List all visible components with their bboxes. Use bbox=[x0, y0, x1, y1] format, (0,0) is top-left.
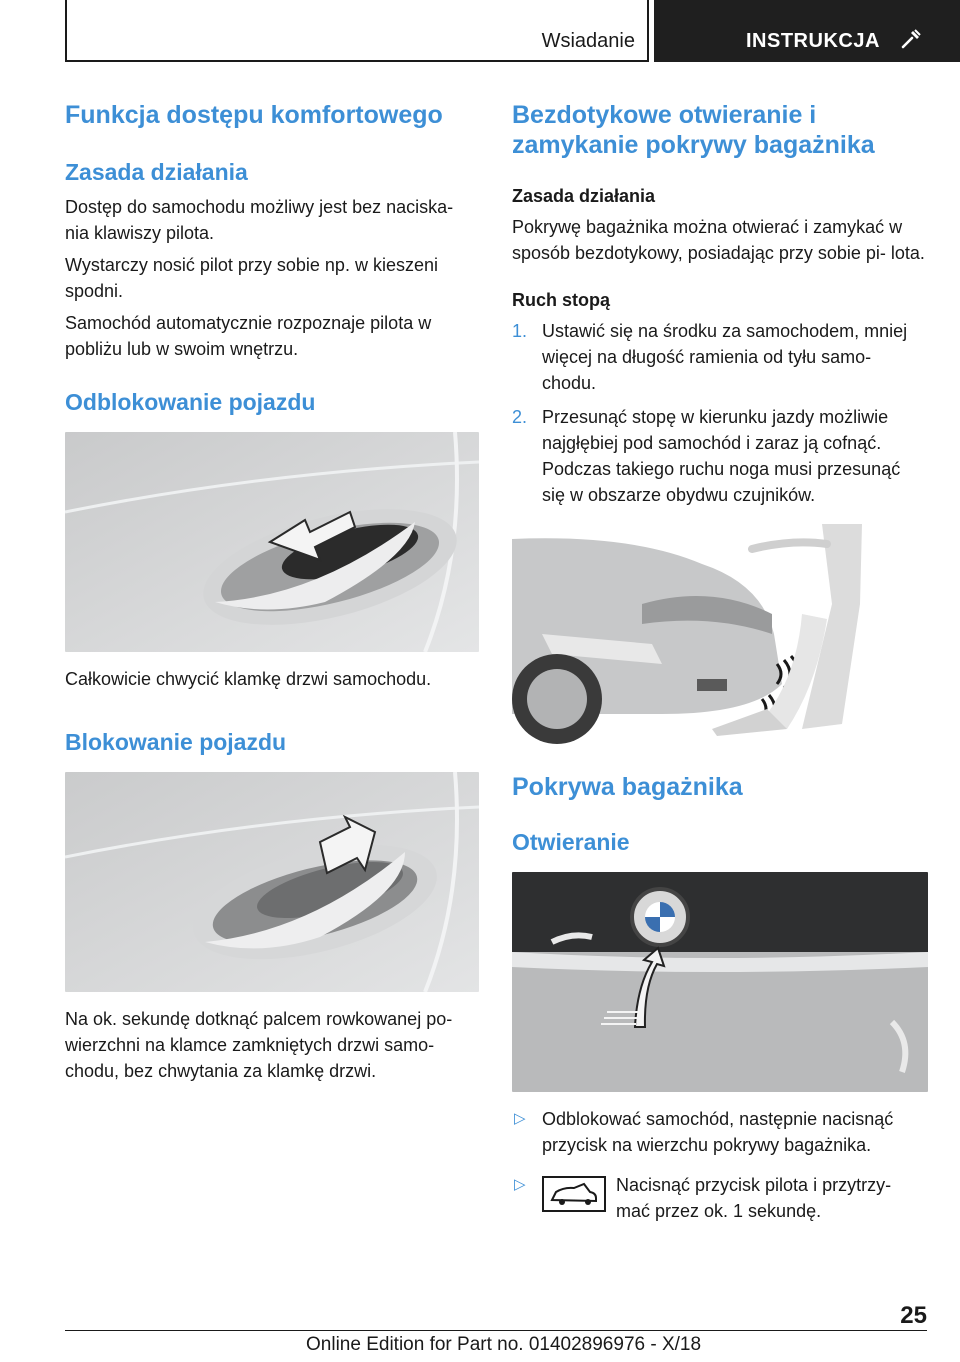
list-item bbox=[512, 318, 928, 396]
subheading-lock: Blokowanie pojazdu bbox=[65, 729, 287, 755]
left-column bbox=[65, 100, 479, 1084]
bullet-text: Odblokować samochód, następnie nacisnąć przycisk na wierzchu pokrywy bagażnika. bbox=[542, 1109, 894, 1155]
list-item bbox=[512, 1106, 928, 1158]
step-number: 1. bbox=[512, 321, 528, 341]
chapter-tab bbox=[654, 0, 960, 62]
remote-trunk-button-icon bbox=[542, 1176, 606, 1212]
subheading-principle: Zasada działania bbox=[65, 159, 248, 185]
bullet-text: Nacisnąć przycisk pilota i przytrzy‐ mać przez ok. 1 sekundę. bbox=[616, 1175, 892, 1221]
section-tab bbox=[65, 0, 649, 62]
paragraph: Wystarczy nosić pilot przy sobie np. w kieszeni spodni. bbox=[65, 255, 438, 301]
paragraph: Samochód automatycznie rozpoznaje pilota w pobliżu lub w swoim wnętrzu. bbox=[65, 313, 432, 359]
foot-gesture-car-image bbox=[512, 524, 864, 744]
right-column bbox=[512, 100, 928, 1232]
section-title: Wsiadanie bbox=[541, 30, 635, 52]
page-header bbox=[0, 0, 960, 66]
edition-note: Online Edition for Part no. 01402896976 - X/18 bbox=[306, 1334, 702, 1355]
subheading-unlock: Odblokowanie pojazdu bbox=[65, 389, 316, 415]
page-number: 25 bbox=[900, 1302, 927, 1329]
subheading-opening: Otwieranie bbox=[512, 829, 630, 855]
trunk-button-image bbox=[512, 872, 928, 1092]
section-heading-trunk-lid: Pokrywa bagażnika bbox=[512, 773, 743, 801]
section-heading-comfort-access: Funkcja dostępu komfortowego bbox=[65, 101, 443, 129]
tool-icon bbox=[900, 28, 922, 50]
door-handle-touch-image bbox=[65, 772, 479, 992]
door-handle-grab-image bbox=[65, 432, 479, 652]
list-item bbox=[512, 404, 928, 508]
footer-divider bbox=[65, 1330, 927, 1331]
step-text: Przesunąć stopę w kierunku jazdy możliwie najgłębiej pod samochód i zaraz ją cofnąć. Podczas takiego ruchu noga musi przesunąć się w obszarze obydwu czujników. bbox=[542, 407, 901, 505]
paragraph: Pokrywę bagażnika można otwierać i zamykać w sposób bezdotykowy, posiadając przy sobie pi‐ lota. bbox=[512, 217, 925, 263]
bullet-marker: ▷ bbox=[514, 1110, 526, 1127]
step-number: 2. bbox=[512, 407, 528, 427]
bullet-marker: ▷ bbox=[514, 1176, 526, 1193]
steps-list bbox=[512, 318, 928, 508]
subheading-foot-movement: Ruch stopą bbox=[512, 290, 611, 310]
paragraph: Dostęp do samochodu możliwy jest bez naciska‐ nia klawiszy pilota. bbox=[65, 197, 454, 243]
list-item-with-icon bbox=[512, 1172, 928, 1232]
image-caption: Całkowicie chwycić klamkę drzwi samochodu. bbox=[65, 669, 432, 689]
step-text: Ustawić się na środku za samochodem, mniej więcej na długość ramienia od tyłu samo‐ chodu. bbox=[542, 321, 908, 393]
chapter-title: INSTRUKCJA bbox=[746, 30, 880, 52]
section-heading-touchless-trunk: Bezdotykowe otwieranie i zamykanie pokrywy bagażnika bbox=[512, 101, 875, 159]
subheading-principle: Zasada działania bbox=[512, 186, 656, 206]
image-caption: Na ok. sekundę dotknąć palcem rowkowanej po‐ wierzchni na klamce zamkniętych drzwi samo‐ chodu, bez chwytania za klamkę drzwi. bbox=[65, 1009, 453, 1081]
